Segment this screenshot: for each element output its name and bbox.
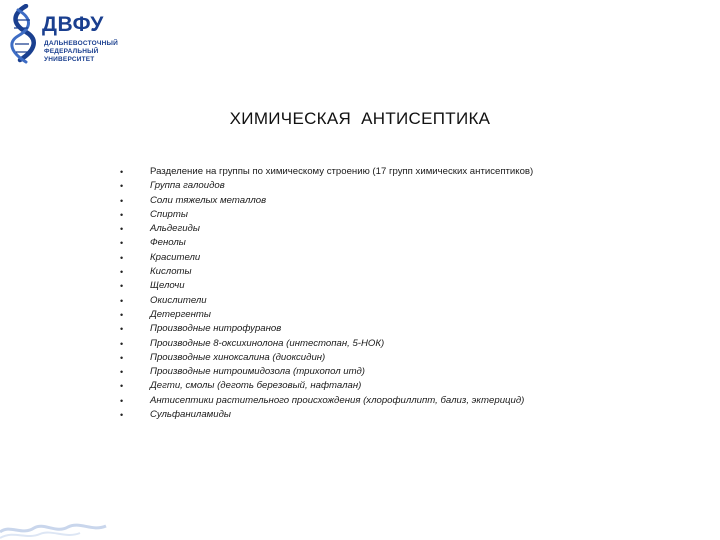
logo-subtitle-line-1: ДАЛЬНЕВОСТОЧНЫЙ (44, 40, 118, 47)
list-item-text: Соли тяжелых металлов (150, 194, 267, 206)
list-item-text: Разделение на группы по химическому строению (17 групп химических антисептиков) (150, 166, 534, 177)
bullet-icon: • (120, 352, 124, 363)
list-item (120, 222, 600, 236)
list-item-text: Фенолы (150, 237, 186, 249)
list-item-text: Детергенты (150, 308, 211, 320)
list-item-text: Производные нитрофуранов (150, 323, 282, 335)
list-item (120, 322, 600, 336)
list-item (120, 294, 600, 308)
list-item (120, 165, 600, 179)
bullet-icon: • (120, 381, 124, 392)
bullet-icon: • (120, 167, 124, 177)
bullet-icon: • (120, 338, 124, 349)
list-item (120, 194, 600, 208)
bullet-icon: • (120, 181, 124, 192)
bullet-icon: • (120, 224, 124, 235)
list-item-text: Антисептики растительного происхождения (хлорофиллипт, бализ, эктерицид) (150, 394, 525, 406)
slide-title-text: ХИМИЧЕСКАЯ АНТИСЕПТИКА (229, 109, 491, 128)
list-item (120, 308, 600, 322)
helix-emblem-icon (6, 4, 40, 66)
list-item (120, 279, 600, 293)
bullet-icon: • (120, 238, 124, 249)
list-item-text: Дегти, смолы (деготь березовый, нафталан) (150, 380, 362, 392)
bullet-icon: • (120, 395, 124, 406)
list-item-text: Спирты (150, 208, 188, 220)
antiseptic-groups-list (120, 165, 600, 422)
logo-subtitle-line-3: УНИВЕРСИТЕТ (44, 56, 95, 63)
list-item (120, 337, 600, 351)
list-item (120, 408, 600, 422)
list-item (120, 379, 600, 393)
list-item-text: Окислители (150, 294, 207, 306)
list-item-text: Производные хиноксалина (диоксидин) (150, 351, 326, 363)
list-item (120, 365, 600, 379)
list-item (120, 394, 600, 408)
logo-subtitle-line-2: ФЕДЕРАЛЬНЫЙ (44, 48, 99, 55)
bullet-icon: • (120, 367, 124, 378)
bullet-icon: • (120, 267, 124, 278)
list-item-text: Кислоты (150, 266, 192, 278)
list-item (120, 351, 600, 365)
footer-wave-decoration (0, 510, 110, 540)
bullet-icon: • (120, 252, 124, 263)
list-item (120, 208, 600, 222)
university-logo (6, 4, 118, 70)
list-item (120, 265, 600, 279)
bullet-icon: • (120, 281, 124, 292)
list-item-text: Альдегиды (150, 223, 200, 235)
list-item-text: Красители (150, 251, 201, 263)
slide-title (0, 109, 720, 129)
list-item (120, 236, 600, 250)
bullet-icon: • (120, 295, 124, 306)
logo-wordmark: ДВФУ (42, 13, 104, 36)
bullet-icon: • (120, 195, 124, 206)
bullet-icon: • (120, 309, 124, 320)
bullet-icon: • (120, 324, 124, 335)
list-item-text: Группа галоидов (150, 180, 225, 192)
list-item (120, 251, 600, 265)
list-item (120, 179, 600, 193)
bullet-icon: • (120, 410, 124, 421)
list-item-text: Сульфаниламиды (150, 409, 231, 421)
bullet-icon: • (120, 209, 124, 220)
list-item-text: Щелочи (150, 280, 185, 292)
list-item-text: Производные 8-оксихинолона (интестопан, 5-НОК) (150, 337, 385, 349)
list-item-text: Производные нитроимидозола (трихопол итд) (150, 366, 366, 378)
